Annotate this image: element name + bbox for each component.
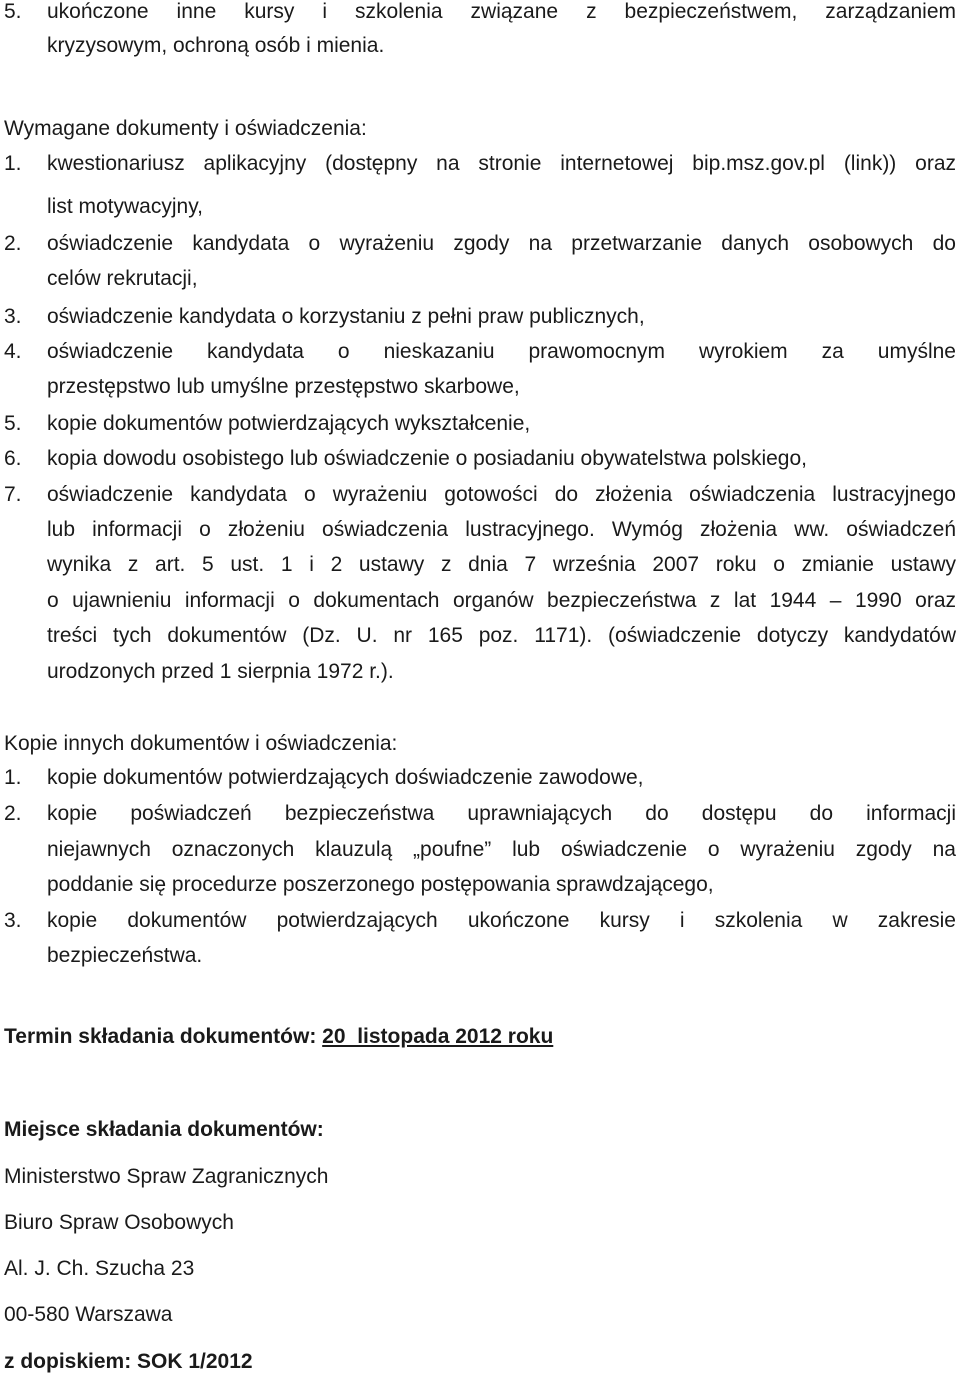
list-text: kryzysowym, ochroną osób i mienia. bbox=[47, 34, 385, 57]
list-text: ukończone inne kursy i szkolenia związane z bezpieczeństwem, zarządzaniem bbox=[47, 0, 956, 23]
deadline-date: 20 listopada 2012 roku bbox=[322, 1025, 554, 1048]
document-page: 5. ukończone inne kursy i szkolenia związane z bezpieczeństwem, zarządzaniem kryzysowym, ochroną osób i mienia. Wymagane dokumenty i oświadczenia: 1. kwestionariusz aplikacyjny (dostępny na stronie internetowej bip.msz.gov.pl (link)) oraz list motywacyjny, 2. oświadczenie kandydata o wyrażeniu zgody na przetwarzanie danych osobowych do celów rekrutacji, 3. oświadczenie kandydata o korzystaniu z pełni praw publicznych, 4. oświadczenie kandydata o nieskazaniu prawomocnym wyrokiem za umyślne przestępstwo lub umyślne przestępstwo skarbowe, 5. kopie dokumentów potwierdzających wykształcenie, 6. kopia dowodu osobistego lub oświadczenie o posiadaniu obywatelstwa polskiego, 7. oświadczenie kandydata o wyrażeniu gotowości do złożenia oświadczenia lustracyjnego lub informacji o złożeniu oświadczenia lustracyjnego. Wymóg złożenia ww. oświadczeń wynika z art. 5 ust. 1 i 2 ustawy z dnia 7 września 2007 roku o zmianie ustawy o ujawnieniu informacji o dokumentach organów bezpieczeństwa z lat 1944 – 1990 oraz treści tych dokumentów (Dz. U. nr 165 poz. 1171). (oświadczenie dotyczy kandydatów urodzonych przed 1 sierpnia 1972 r.). Kopie innych dokumentów i oświadczenia: 1. kopie dokumentów potwierdzających doświadczenie zawodowe, 2. kopie poświadczeń bezpieczeństwa uprawniających do dostępu do informacji niejawnych oznaczonych klauzulą „poufne” lub oświadczenie o wyrażeniu zgody na poddanie się procedurze poszerzonego postępowania sprawdzającego, 3. kopie dokumentów potwierdzających ukończone kursy i szkolenia w zakresie bezpieczeństwa. Termin składania dokumentów: 20 listopada 2012 roku Miejsce składania dokumentów: Ministerstwo Spraw Zagranicznych Biuro Spraw Osobowych Al. J. Ch. Szucha 23 00-580 Warszawa z dopiskiem: SOK 1/2012 bbox=[4, 0, 956, 1373]
deadline-label: Termin składania dokumentów: bbox=[4, 1025, 323, 1048]
list-number: 5. bbox=[4, 0, 22, 23]
